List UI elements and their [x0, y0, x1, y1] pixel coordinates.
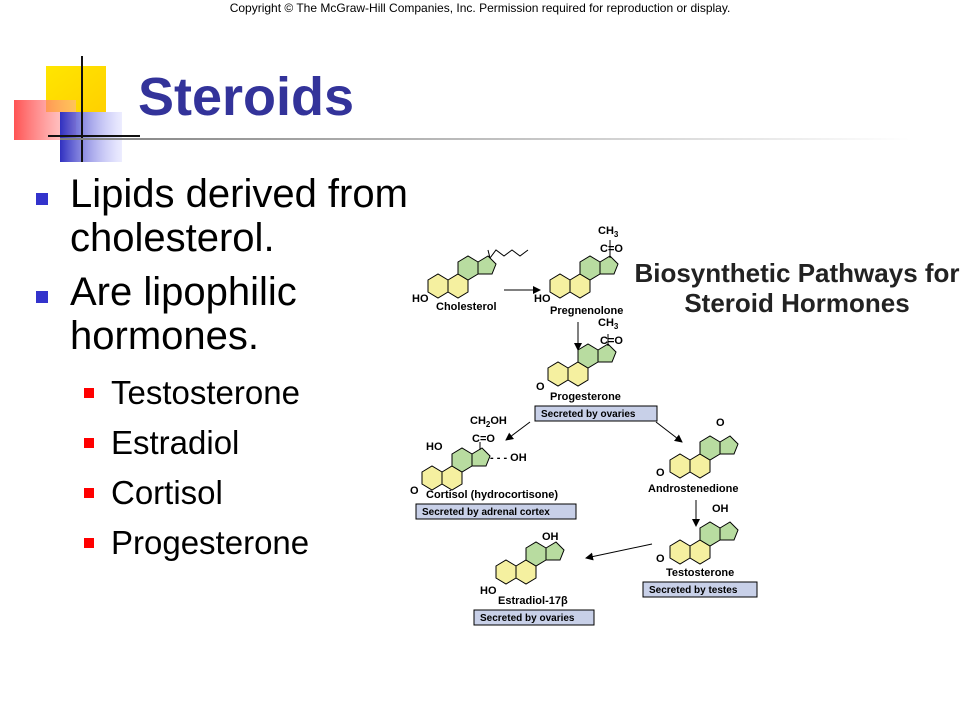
oh-group-label: OH — [542, 531, 559, 543]
compound-cholesterol: Cholesterol — [436, 301, 497, 313]
ho-group-label: HO — [480, 585, 497, 597]
estradiol-structure — [496, 542, 564, 584]
ch3-group-label: $CH_3$ — [598, 225, 619, 239]
source-estradiol: Secreted by ovaries — [480, 613, 575, 624]
ho-group-label: HO — [426, 441, 443, 453]
compound-cortisol: Cortisol (hydrocortisone) — [426, 489, 559, 501]
oh-group-label: OH — [712, 503, 729, 515]
o-group-label: O — [410, 485, 419, 497]
co-group-label: C=O — [600, 335, 623, 347]
o-group-label: O — [716, 417, 725, 429]
o-group-label: O — [656, 553, 665, 565]
co-group-label: C=O — [600, 243, 623, 255]
figure-title: Biosynthetic Pathways for Steroid Hormones — [634, 258, 960, 318]
sub-bullet-item: Cortisol — [36, 468, 510, 518]
androstenedione-structure — [670, 436, 738, 478]
ho-group-label: HO — [412, 293, 429, 305]
slide-title: Steroids — [138, 67, 355, 127]
bullet-item: Are lipophilic hormones. — [36, 270, 360, 358]
source-testosterone: Secreted by testes — [649, 585, 738, 596]
co-group-label: C=O — [472, 433, 495, 445]
sub-bullet-item: Estradiol — [36, 418, 510, 468]
o-group-label: O — [536, 381, 545, 393]
ch3-group-label: $CH_3$ — [598, 317, 619, 331]
ho-group-label: HO — [534, 293, 551, 305]
sub-bullet-item: Progesterone — [36, 518, 510, 568]
testosterone-structure — [670, 522, 738, 564]
compound-pregnenolone: Pregnenolone — [550, 305, 624, 317]
compound-progesterone: Progesterone — [550, 391, 621, 403]
cholesterol-structure — [428, 250, 528, 298]
title-underline — [60, 138, 910, 140]
title-decoration — [0, 0, 140, 170]
compound-testosterone: Testosterone — [666, 567, 735, 579]
o-group-label: O — [656, 467, 665, 479]
compound-estradiol: Estradiol-17β — [498, 595, 568, 607]
copyright-notice: Copyright © The McGraw-Hill Companies, Inc. Permission required for reproduction or display. — [229, 1, 731, 15]
source-cortisol: Secreted by adrenal cortex — [422, 507, 550, 518]
sub-bullet-item: Testosterone — [36, 368, 510, 418]
ch2oh-group-label: $CH_2OH$ — [470, 415, 507, 429]
source-progesterone: Secreted by ovaries — [541, 409, 636, 420]
bullet-item: Lipids derived from cholesterol. — [36, 172, 510, 260]
steroid-pathway-diagram — [400, 210, 960, 630]
oh-group-label: - - - OH — [490, 452, 527, 464]
compound-androstenedione: Androstenedione — [648, 483, 739, 495]
